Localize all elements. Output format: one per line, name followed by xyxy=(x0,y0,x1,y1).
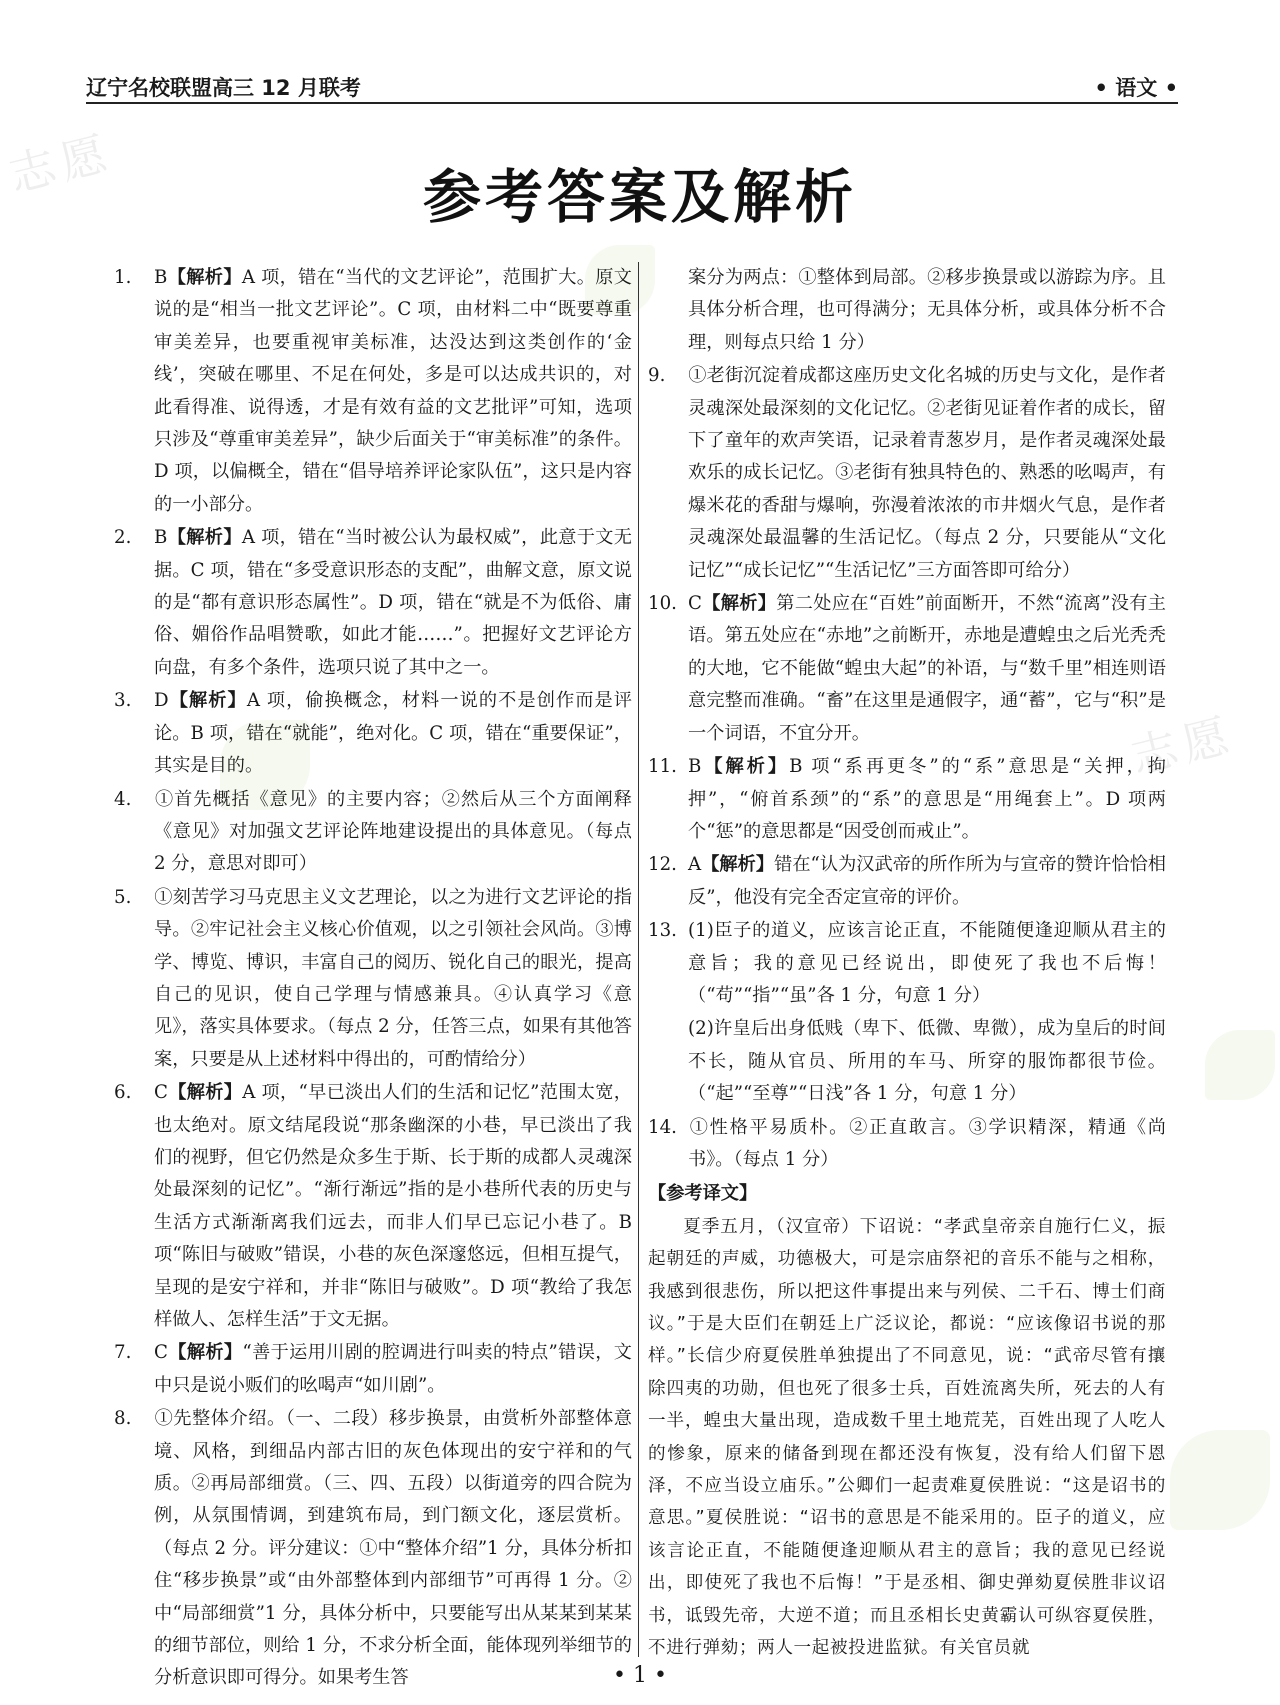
question-number: 13. xyxy=(648,920,677,942)
answer-item xyxy=(648,849,1166,914)
question-number: 12. xyxy=(648,854,677,876)
translation-text: 夏季五月，（汉宣帝）下诏说：“孝武皇帝亲自施行仁义，振起朝廷的声威，功德极大，可是宗庙祭祀的音乐不能与之相称，我感到很悲伤，所以把这件事提出来与列侯、二千石、博士们商议。”于是大臣们在朝廷上广泛议论，都说：“应该像诏书说的那样。”长信少府夏侯胜单独提出了不同意见，说：“武帝尽管有攘除四夷的功勋，但也死了很多士兵，百姓流离失所，死去的人有一半，蝗虫大量出现，造成数千里土地荒芜，百姓出现了人吃人的惨象，原来的储备到现在都还没有恢复，没有给人们留下恩泽，不应当设立庙乐。”公卿们一起责难夏侯胜说：“这是诏书的意思。”夏侯胜说：“诏书的意思是不能采用的。臣子的道义，应该言论正直，不能随便逢迎顺从君主的意旨；我的意见已经说出，即使死了我也不后悔！”于是丞相、御史弹劾夏侯胜非议诏书，诋毁先帝，大逆不道；而且丞相长史黄霸认可纵容夏侯胜，不进行弹劾；两人一起被投进监狱。有关官员就 xyxy=(648,1216,1166,1659)
question-number: 10. xyxy=(648,593,677,615)
watermark-leaf-icon xyxy=(1170,1430,1270,1530)
analysis-tag: 【解析】 xyxy=(701,756,790,778)
question-number: 9. xyxy=(648,365,666,387)
answer-text: ①性格平易质朴。②正直敢言。③学识精深，精通《尚书》。（每点 1 分） xyxy=(688,1116,1166,1170)
analysis-tag: 【解析】 xyxy=(167,527,242,549)
answer-choice: B xyxy=(688,756,702,778)
answer-choice: C xyxy=(688,593,702,615)
answer-text: B 项“系再更冬”的“系”意思是“关押，拘押”，“俯首系颈”的“系”的意思是“用绳套上”。D 项两个“惩”的意思都是“因受创而戒止”。 xyxy=(688,756,1166,842)
answer-text: A 项，偷换概念，材料一说的不是创作而是评论。B 项，错在“就能”，绝对化。C 项，错在“重要保证”，其实是目的。 xyxy=(154,690,632,777)
answer-choice: B xyxy=(154,527,168,549)
answer-item xyxy=(114,784,632,881)
page-title: 参考答案及解析 xyxy=(422,163,857,231)
answer-text: 案分为两点：①整体到局部。②移步换景或以游踪为序。且具体分析合理，也可得满分；无具体分析，或具体分析不合理，则每点只给 1 分） xyxy=(688,267,1166,353)
answer-choice: A xyxy=(688,854,702,876)
right-column xyxy=(648,262,1166,1664)
question-number: 2. xyxy=(114,527,132,549)
answer-item xyxy=(648,262,1166,359)
column-divider xyxy=(638,262,639,1657)
answer-text: A 项，错在“当时被公认为最权威”，此意于文无据。C 项，错在“多受意识形态的支配”，曲解文意，原文说的是“都有意识形态属性”。D 项，错在“就是不为低俗、庸俗、媚俗作品唱赞歌，如此才能……”。把握好文艺评论方向盘，有多个条件，选项只说了其中之一。 xyxy=(154,527,632,678)
question-number: 3. xyxy=(114,690,132,712)
answer-text: (2)许皇后出身低贱（卑下、低微、卑微），成为皇后的时间不长，随从官员、所用的车马、所穿的服饰都很节俭。（“起”“至尊”“日浅”各 1 分，句意 1 分） xyxy=(688,1018,1166,1105)
answer-item xyxy=(114,522,632,684)
page-header xyxy=(86,72,1178,104)
answer-item xyxy=(648,1013,1166,1110)
analysis-tag: 【解析】 xyxy=(167,267,242,288)
exam-name: 辽宁名校联盟高三 12 月联考 xyxy=(86,76,361,100)
page-number: • 1 • xyxy=(613,1663,667,1688)
analysis-tag: 【解析】 xyxy=(167,1082,243,1104)
question-number: 11. xyxy=(648,756,677,778)
analysis-tag: 【解析】 xyxy=(168,690,247,712)
answer-item xyxy=(648,588,1166,750)
answer-item xyxy=(114,1403,632,1695)
right-answer-list xyxy=(648,262,1166,1176)
answer-item xyxy=(648,360,1166,587)
answer-text: ①首先概括《意见》的主要内容；②然后从三个方面阐释《意见》对加强文艺评论阵地建设提出的具体意见。（每点 2 分，意思对即可） xyxy=(154,788,632,875)
question-number: 4. xyxy=(114,788,132,810)
question-number: 1. xyxy=(114,267,132,288)
watermark-leaf-icon xyxy=(1205,1030,1275,1100)
answer-item xyxy=(114,685,632,782)
answer-item xyxy=(114,1077,632,1336)
question-number: 8. xyxy=(114,1408,132,1430)
answer-choice: B xyxy=(154,267,168,288)
answer-item xyxy=(114,262,632,521)
question-number: 5. xyxy=(114,886,132,908)
answer-item xyxy=(648,1112,1166,1177)
translation-heading: 【参考译文】 xyxy=(648,1183,758,1205)
answer-text: 第二处应在“百姓”前面断开，不然“流离”没有主语。第五处应在“赤地”之前断开，赤地是遭蝗虫之后光秃秃的大地，它不能做“蝗虫大起”的补语，与“数千里”相连则语意完整而准确。“畜”在这里是通假字，通“蓄”，它与“积”是一个词语，不宜分开。 xyxy=(688,593,1166,744)
answer-text: A 项，错在“当代的文艺评论”，范围扩大。原文说的是“相当一批文艺评论”。C 项，由材料二中“既要尊重审美差异，也要重视审美标准，达没达到这类创作的‘金线’，突破在哪里、不足在何处，多是可以达成共识的，对此看得准、说得透，才是有效有益的文艺批评”可知，选项只涉及“尊重审美差异”，缺少后面关于“审美标准”的条件。D 项，以偏概全，错在“倡导培养评论家队伍”，这只是内容的一小部分。 xyxy=(154,267,632,515)
question-number: 6. xyxy=(114,1082,132,1104)
watermark-text: 志愿 xyxy=(1125,707,1240,785)
answer-choice: D xyxy=(154,690,169,712)
answer-text: 错在“认为汉武帝的所作所为与宣帝的赞许恰恰相反”，他没有完全否定宣帝的评价。 xyxy=(688,854,1166,908)
analysis-tag: 【解析】 xyxy=(701,593,777,615)
answer-text: ①刻苦学习马克思主义文艺理论，以之为进行文艺评论的指导。②牢记社会主义核心价值观，以之引领社会风尚。③博学、博览、博识，丰富自己的阅历、锐化自己的眼光，提高自己的见识，使自己学理与情感兼具。④认真学习《意见》，落实具体要求。（每点 2 分，任答三点，如果有其他答案，只要是从上述材料中得出的，可酌情给分） xyxy=(154,886,632,1070)
watermark-text: 志愿 xyxy=(3,125,118,203)
question-number: 7. xyxy=(114,1342,132,1364)
answer-text: “善于运用川剧的腔调进行叫卖的特点”错误，文中只是说小贩们的吆喝声“如川剧”。 xyxy=(154,1342,632,1396)
answer-item xyxy=(114,882,632,1076)
answer-text: A 项，“早已淡出人们的生活和记忆”范围太宽，也太绝对。原文结尾段说“那条幽深的小巷，早已淡出了我们的视野，但它仍然是众多生于斯、长于斯的成都人灵魂深处最深刻的记忆”。“渐行渐远”指的是小巷所代表的历史与生活方式渐渐离我们远去，而非人们早已忘记小巷了。B 项“陈旧与破败”错误，小巷的灰色深邃悠远，但相互提气，呈现的是安宁祥和，并非“陈旧与破败”。D 项“教给了我怎样做人、怎样生活”于文无据。 xyxy=(154,1082,632,1330)
left-column xyxy=(114,262,632,1696)
answer-item xyxy=(648,751,1166,848)
answer-item xyxy=(648,915,1166,1012)
analysis-tag: 【解析】 xyxy=(167,1342,243,1364)
answer-text: ①先整体介绍。（一、二段）移步换景，由赏析外部整体意境、风格，到细品内部古旧的灰色体现出的安宁祥和的气质。②再局部细赏。（三、四、五段）以街道旁的四合院为例，从氛围情调，到建筑布局，到门额文化，逐层赏析。（每点 2 分。评分建议：①中“整体介绍”1 分，具体分析扣住“移步换景”或“由外部整体到内部细节”可再得 1 分。②中“局部细赏”1 分，具体分析中，只要能写出从某某到某某的细节部位，则给 1 分，不求分析全面，能体现列举细节的分析意识即可得分。如果考生答 xyxy=(154,1408,632,1689)
answer-choice: C xyxy=(154,1342,168,1364)
answer-item xyxy=(114,1337,632,1402)
answer-text: ①老街沉淀着成都这座历史文化名城的历史与文化，是作者灵魂深处最深刻的文化记忆。②老街见证着作者的成长，留下了童年的欢声笑语，记录着青葱岁月，是作者灵魂深处最欢乐的成长记忆。③老街有独具特色的、熟悉的吆喝声，有爆米花的香甜与爆响，弥漫着浓浓的市井烟火气息，是作者灵魂深处最温馨的生活记忆。（每点 2 分，只要能从“文化记忆”“成长记忆”“生活记忆”三方面答即可给分） xyxy=(688,365,1166,581)
question-number: 14. xyxy=(648,1116,677,1138)
analysis-tag: 【解析】 xyxy=(701,854,775,876)
subject-label: • 语文 • xyxy=(1094,76,1178,100)
answer-choice: C xyxy=(154,1082,168,1104)
answer-text: (1)臣子的道义，应该言论正直，不能随便逢迎顺从君主的意旨；我的意见已经说出，即使死了我也不后悔！（“苟”“指”“虽”各 1 分，句意 1 分） xyxy=(688,920,1166,1006)
